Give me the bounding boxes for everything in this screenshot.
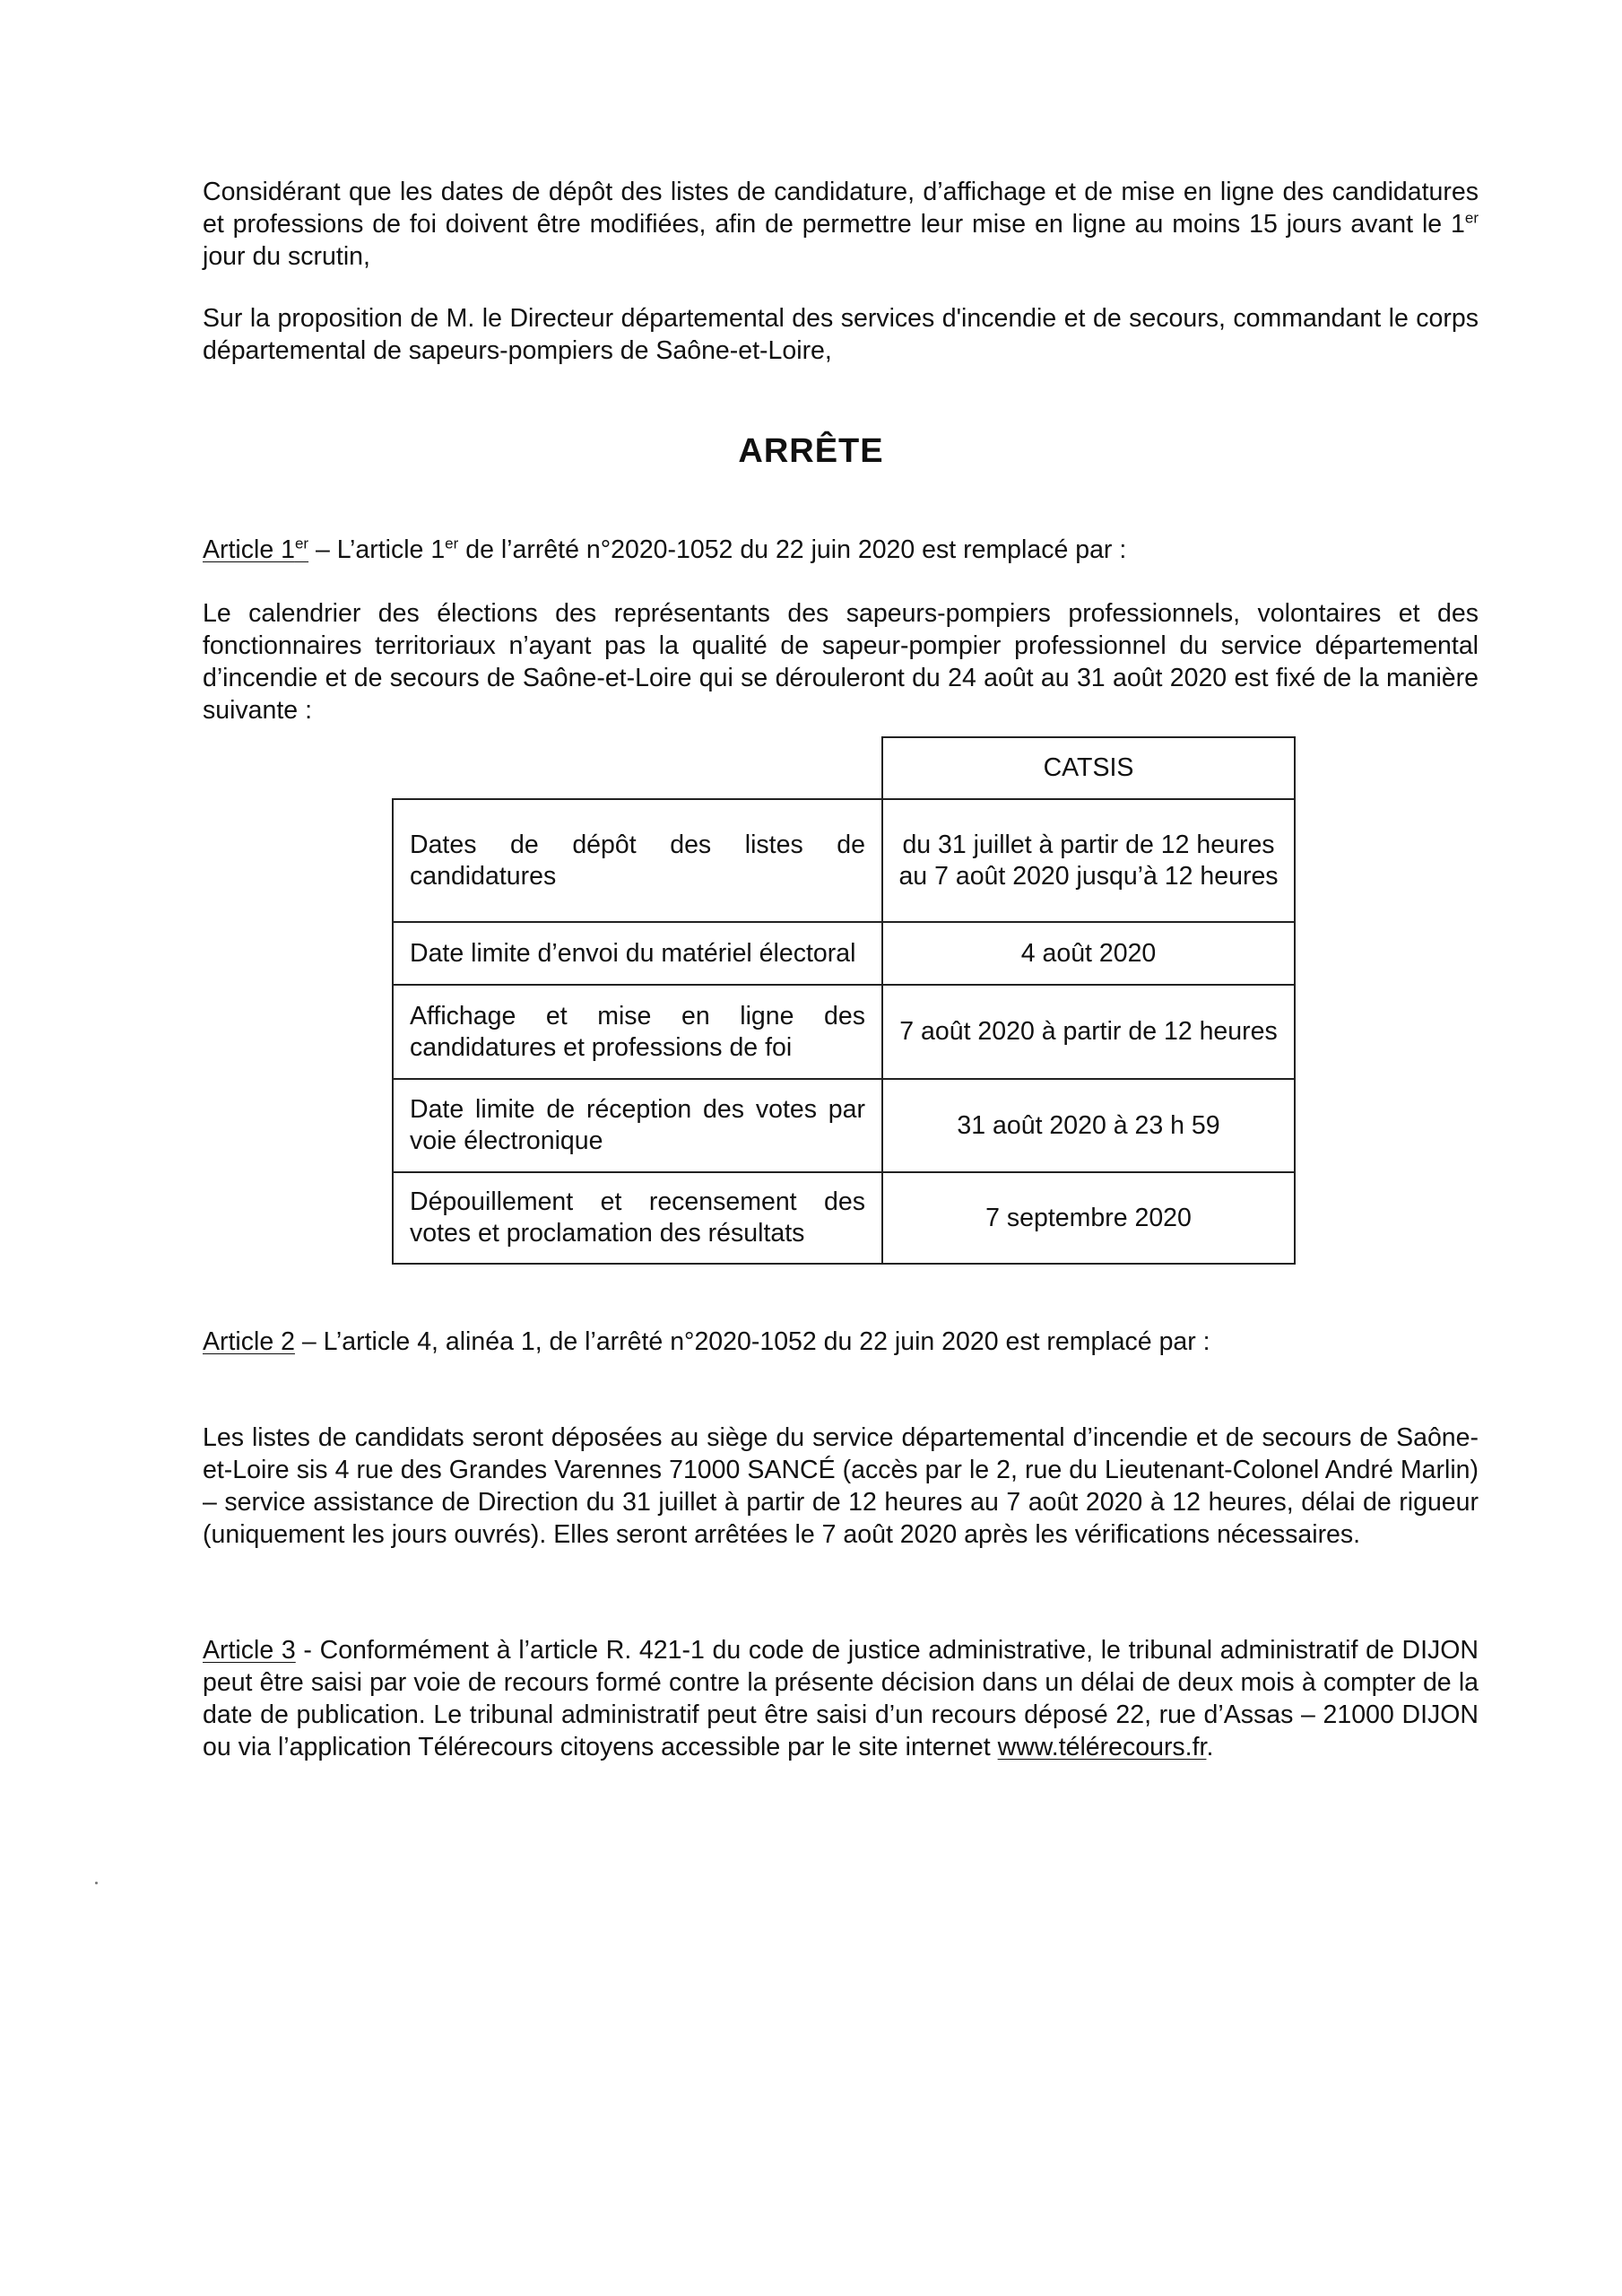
article-2-heading: Article 2 – L’article 4, alinéa 1, de l’arrêté n°2020-1052 du 22 juin 2020 est remplacé par :	[203, 1327, 1210, 1356]
telerecours-link[interactable]: www.télérecours.fr	[997, 1733, 1207, 1761]
table-row-value: 7 septembre 2020	[881, 1171, 1296, 1265]
considerant-paragraph	[203, 176, 1479, 273]
table-row-value: 4 août 2020	[881, 921, 1296, 986]
considerant-text: Considérant que les dates de dépôt des listes de candidature, d’affichage et de mise en ligne des candidatures et professions de foi doivent être modifiées, afin de permettre leur mise en ligne au moins 15 jours avant le	[203, 178, 1479, 239]
article-2-label: Article 2	[203, 1327, 295, 1356]
scan-speck	[95, 1882, 98, 1884]
article-3-paragraph: Article 3 - Conformément à l’article R. 421-1 du code de justice administrative, le tribunal administratif de DIJON peut être saisi par voie de recours formé contre la présente décision dans un délai de deux mois à compter de la date de publication. Le tribunal administratif peut être saisi d’un recours déposé 22, rue d’Assas – 21000 DIJON ou via l’application Télérecours citoyens accessible par le site internet www.télérecours.fr.	[203, 1636, 1479, 1761]
article-2-body: Les listes de candidats seront déposées au siège du service départemental d’incendie et de secours de Saône-et-Loire sis 4 rue des Grandes Varennes 71000 SANCÉ (accès par le 2, rue du Lieutenant-Colonel André Marlin) – service assistance de Direction du 31 juillet à partir de 12 heures au 7 août 2020 à 12 heures, délai de rigueur (uniquement les jours ouvrés). Elles seront arrêtées le 7 août 2020 après les vérifications nécessaires.	[203, 1423, 1479, 1549]
table-row-value: 7 août 2020 à partir de 12 heures	[881, 984, 1296, 1080]
article-1-heading: Article 1er – L’article 1er de l’arrêté n°2020-1052 du 22 juin 2020 est remplacé par :	[203, 535, 1127, 564]
article-3-label: Article 3	[203, 1636, 296, 1665]
decree-title: ARRÊTE	[738, 432, 884, 470]
table-row-value: du 31 juillet à partir de 12 heures au 7 août 2020 jusqu’à 12 heures	[881, 798, 1296, 923]
table-row-label: Affichage et mise en ligne des candidatures et professions de foi	[392, 984, 883, 1080]
proposition-paragraph: Sur la proposition de M. le Directeur départemental des services d'incendie et de secours, commandant le corps départemental de sapeurs-pompiers de Saône-et-Loire,	[203, 304, 1479, 365]
considerant-end: jour du scrutin,	[203, 242, 370, 271]
table-row-label: Dates de dépôt des listes de candidatures	[392, 798, 883, 923]
table-row-value: 31 août 2020 à 23 h 59	[881, 1078, 1296, 1173]
ordinal-first: 1er	[1451, 209, 1479, 239]
table-row-label: Date limite d’envoi du matériel électoral	[392, 921, 883, 986]
article-1-label: Article 1er	[203, 535, 309, 564]
table-header-catsis: CATSIS	[881, 736, 1296, 800]
table-row-label: Dépouillement et recensement des votes et proclamation des résultats	[392, 1171, 883, 1265]
table-row-label: Date limite de réception des votes par voie électronique	[392, 1078, 883, 1173]
article-1-body: Le calendrier des élections des représentants des sapeurs-pompiers professionnels, volontaires et des fonctionnaires territoriaux n’ayant pas la qualité de sapeur-pompier professionnel du service départemental d’incendie et de secours de Saône-et-Loire qui se dérouleront du 24 août au 31 août 2020 est fixé de la manière suivante :	[203, 599, 1479, 725]
